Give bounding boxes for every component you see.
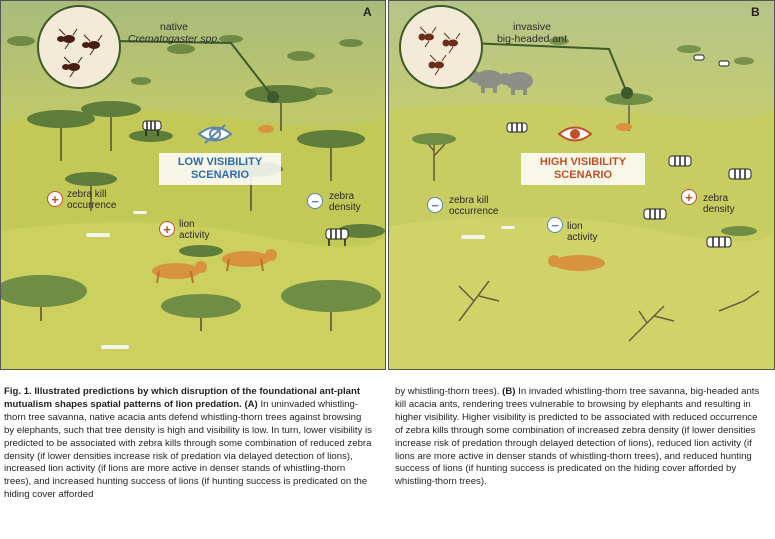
invasive-ant-label (477, 21, 587, 45)
ant-icon (39, 7, 119, 87)
zebra-kill-label (67, 189, 116, 211)
zebra-density-line1: zebra (703, 193, 729, 204)
native-ant-label (119, 21, 229, 45)
zebra-kill-minus-sign: − (427, 197, 443, 213)
scenario-line1: HIGH VISIBILITY (539, 156, 627, 168)
lion-activity-line1: lion (567, 221, 583, 232)
caption-text-a: In uninvaded whistling-thorn tree savanna, native acacia ants defend whistling-thorn trees against browsing by elephants, such that tree density is high and visibility is low. In turn, lower visibility is predicted to be associated with zebra kills through some combination of reduced zebra density (if lower densities increase risk of predation via delayed detection of lions), increased lion activity (if lions are more active in denser stands of whistling-thorn trees), and increased hunting success of lions (if hunting success is predicated on the hiding cover afforded (4, 398, 372, 501)
lion-activity-line2: activity (179, 230, 210, 241)
zebra-density-label (703, 193, 735, 215)
lion-activity-label (179, 219, 210, 241)
caption-text-b: In invaded whistling-thorn tree savanna, big-headed ants kill acacia ants, rendering trees vulnerable to browsing by elephants and resulting in higher visibility. Higher visibility is predicted to be associated with reduced occurrence of zebra kills through some combination of increased zebra density (if lower densities increase risk of predation through delayed detection of lions), reduced lion activity (if lions are more active in denser stands of whistling-thorn trees), and reduced hunting success of lions (if hunting success is predicated on the hiding cover afforded by whistling-thorn trees). (395, 386, 760, 488)
caption-heading: Fig. 1. Illustrated predictions by which disruption of the foundational ant-plant mutualism shapes spatial patterns of lion predation. (4, 386, 361, 410)
invasive-ant-label-line2: big-headed ant (496, 33, 568, 45)
zebra-kill-plus-sign: + (47, 191, 63, 207)
high-visibility-scenario-label (521, 153, 645, 185)
scenario-line2: SCENARIO (190, 169, 250, 181)
native-ant-label-line1: native (159, 21, 189, 33)
lion-activity-line1: lion (179, 219, 195, 230)
zebra-kill-line2: occurrence (67, 200, 117, 211)
zebra-density-line1: zebra (329, 191, 355, 202)
lion-activity-label (567, 221, 598, 243)
ant-icon (401, 7, 481, 87)
lion-activity-minus-sign: − (547, 217, 563, 233)
zebra-density-label (329, 191, 361, 213)
scenario-line1: LOW VISIBILITY (177, 156, 263, 168)
caption-text-a-continued: by whistling-thorn trees). (395, 386, 503, 397)
lion-activity-line2: activity (567, 232, 598, 243)
crossed-eye-icon (197, 123, 233, 145)
lion-activity-plus-sign: + (159, 221, 175, 237)
panel-b-letter: B (751, 5, 760, 19)
zebra-density-plus-sign: + (681, 189, 697, 205)
panel-a-letter: A (363, 5, 372, 19)
zebra-kill-label (449, 195, 498, 217)
low-visibility-scenario-label (159, 153, 281, 185)
panel-a (0, 0, 386, 370)
invasive-ant-label-line1: invasive (513, 21, 551, 33)
eye-icon (557, 123, 593, 145)
scenario-line2: SCENARIO (553, 169, 613, 181)
zebra-kill-line2: occurrence (449, 206, 499, 217)
zebra-density-line2: density (703, 204, 735, 215)
caption-label-a: (A) (244, 398, 258, 410)
panel-b (388, 0, 775, 370)
invasive-ant-inset (399, 5, 483, 89)
figure-caption-left (4, 386, 374, 502)
zebra-density-minus-sign: − (307, 193, 323, 209)
zebra-kill-line1: zebra kill (67, 189, 107, 200)
native-ant-inset (37, 5, 121, 89)
native-ant-species: Crematogaster spp. (127, 33, 221, 45)
zebra-kill-line1: zebra kill (449, 195, 489, 206)
caption-label-b: (B) (502, 386, 516, 397)
figure-caption-right (395, 386, 767, 489)
zebra-density-line2: density (329, 202, 361, 213)
